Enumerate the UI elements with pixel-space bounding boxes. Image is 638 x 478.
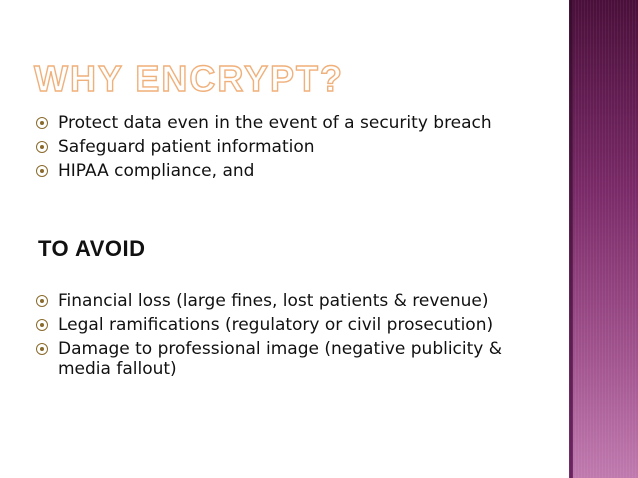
list-item-text: HIPAA compliance, and — [58, 161, 255, 181]
target-bullet-icon — [36, 117, 48, 129]
target-bullet-icon — [36, 295, 48, 307]
list-item — [36, 339, 546, 379]
target-bullet-icon — [36, 319, 48, 331]
subheading-to-avoid: TO AVOID — [38, 236, 146, 261]
list-item-text: Legal ramifications (regulatory or civil prosecution) — [58, 315, 494, 335]
avoid-list — [36, 291, 546, 383]
target-bullet-icon — [36, 141, 48, 153]
list-item — [36, 291, 546, 311]
list-item-text: Safeguard patient information — [58, 137, 315, 157]
list-item — [36, 315, 546, 335]
reasons-list — [36, 113, 496, 185]
decorative-side-band — [569, 0, 638, 478]
list-item-text: Financial loss (large fines, lost patients & revenue) — [58, 291, 489, 311]
target-bullet-icon — [36, 343, 48, 355]
list-item — [36, 137, 496, 157]
list-item-text: Damage to professional image (negative publicity & media fallout) — [58, 339, 503, 379]
list-item — [36, 113, 496, 133]
slide-title: WHY ENCRYPT? — [34, 58, 345, 99]
list-item — [36, 161, 496, 181]
target-bullet-icon — [36, 165, 48, 177]
list-item-text: Protect data even in the event of a security breach — [58, 113, 492, 133]
